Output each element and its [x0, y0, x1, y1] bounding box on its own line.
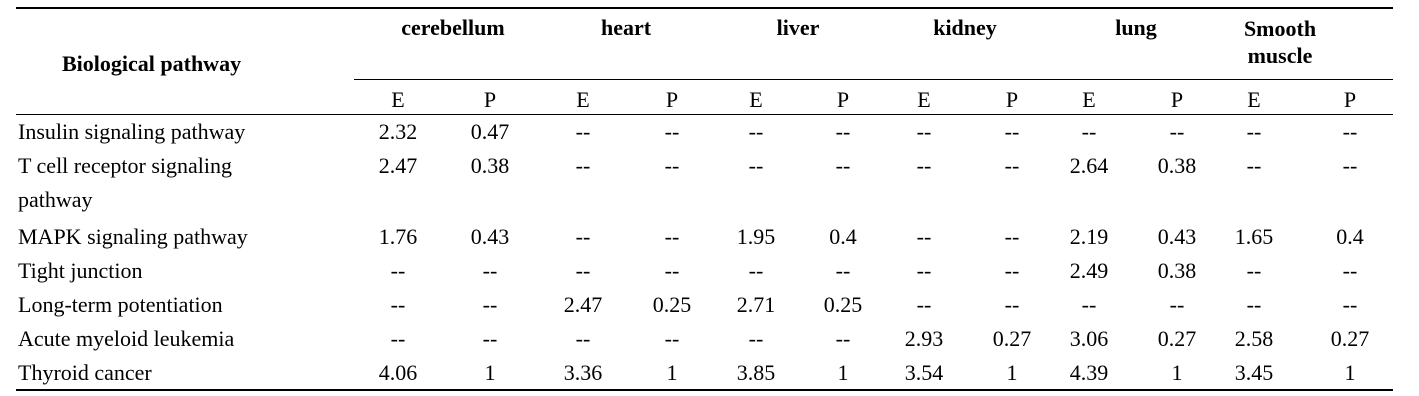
value-cell-p: -- [1004, 292, 1020, 317]
value-cell-p: 0.25 [652, 292, 692, 317]
value-cell-p: 0.4 [1336, 224, 1364, 249]
value-cell-e: 2.32 [378, 119, 418, 144]
value-cell-p: 0.27 [992, 326, 1032, 351]
value-cell-p: -- [664, 258, 680, 283]
pathway-name: T cell receptor signaling [18, 153, 233, 178]
value-cell-p: -- [835, 153, 851, 178]
tissue-header-cerebellum: cerebellum [401, 15, 505, 40]
subheader-p: P [1343, 87, 1357, 112]
pathway-name: MAPK signaling pathway [18, 224, 248, 249]
value-cell-e: -- [1246, 153, 1262, 178]
value-cell-p: 0.4 [829, 224, 857, 249]
value-cell-p: -- [1004, 153, 1020, 178]
value-cell-p: -- [664, 326, 680, 351]
value-cell-p: 1 [1344, 360, 1356, 385]
value-cell-e: -- [1246, 119, 1262, 144]
value-cell-p: -- [1004, 258, 1020, 283]
value-cell-p: 0.38 [1157, 258, 1197, 283]
top-rule [16, 7, 1393, 9]
tissue-underline [354, 79, 1393, 80]
value-cell-e: -- [575, 153, 591, 178]
value-cell-p: -- [482, 292, 498, 317]
value-cell-p: -- [835, 119, 851, 144]
value-cell-p: -- [1004, 119, 1020, 144]
value-cell-e: 2.71 [736, 292, 776, 317]
subheader-p: P [1005, 87, 1019, 112]
value-cell-e: -- [390, 258, 406, 283]
value-cell-p: -- [1342, 258, 1358, 283]
value-cell-p: 1 [1171, 360, 1183, 385]
value-cell-e: 3.45 [1234, 360, 1274, 385]
tissue-header-heart: heart [600, 15, 652, 40]
subheader-e: E [576, 87, 590, 112]
value-cell-e: -- [916, 153, 932, 178]
value-cell-p: -- [664, 224, 680, 249]
value-cell-p: 0.38 [470, 153, 510, 178]
value-cell-e: 1.65 [1234, 224, 1274, 249]
value-cell-p: -- [835, 258, 851, 283]
value-cell-e: -- [1081, 119, 1097, 144]
value-cell-p: -- [835, 326, 851, 351]
value-cell-p: 0.43 [470, 224, 510, 249]
value-cell-p: 1 [484, 360, 496, 385]
value-cell-e: -- [916, 258, 932, 283]
value-cell-e: -- [916, 292, 932, 317]
value-cell-e: 2.93 [904, 326, 944, 351]
value-cell-e: -- [916, 224, 932, 249]
value-cell-p: -- [1342, 153, 1358, 178]
subheader-e: E [1247, 87, 1261, 112]
value-cell-p: 0.43 [1157, 224, 1197, 249]
value-cell-e: 3.36 [563, 360, 603, 385]
value-cell-p: 0.27 [1330, 326, 1370, 351]
value-cell-p: -- [482, 258, 498, 283]
value-cell-e: 3.06 [1069, 326, 1109, 351]
value-cell-p: 0.38 [1157, 153, 1197, 178]
tissue-header-kidney: kidney [933, 15, 997, 40]
pathway-name: Insulin signaling pathway [18, 119, 246, 144]
tissue-header-smooth-muscle: Smooth muscle [1243, 16, 1317, 68]
value-cell-e: -- [575, 224, 591, 249]
value-cell-e: -- [390, 326, 406, 351]
value-cell-e: -- [748, 153, 764, 178]
tissue-header-liver: liver [776, 15, 820, 40]
value-cell-e: 1.76 [378, 224, 418, 249]
value-cell-p: 0.47 [470, 119, 510, 144]
value-cell-e: 2.47 [563, 292, 603, 317]
value-cell-e: -- [916, 119, 932, 144]
pathway-name-continued: pathway [18, 187, 93, 212]
subheader-e: E [391, 87, 405, 112]
value-cell-e: 2.64 [1069, 153, 1109, 178]
value-cell-e: -- [575, 119, 591, 144]
subheader-p: P [483, 87, 497, 112]
value-cell-e: -- [1246, 292, 1262, 317]
value-cell-e: 3.85 [736, 360, 776, 385]
tissue-header-lung: lung [1115, 15, 1157, 40]
value-cell-e: -- [1246, 258, 1262, 283]
pathway-name: Tight junction [18, 258, 143, 283]
value-cell-p: 1 [666, 360, 678, 385]
value-cell-e: -- [748, 258, 764, 283]
value-cell-p: -- [1169, 119, 1185, 144]
value-cell-p: -- [1342, 292, 1358, 317]
header-rule [16, 114, 1393, 115]
value-cell-e: 3.54 [904, 360, 944, 385]
subheader-p: P [836, 87, 850, 112]
value-cell-p: 0.27 [1157, 326, 1197, 351]
pathway-name: Acute myeloid leukemia [18, 326, 235, 351]
subheader-e: E [917, 87, 931, 112]
pathway-column-header: Biological pathway [62, 51, 242, 76]
value-cell-p: 1 [837, 360, 849, 385]
value-cell-e: 2.49 [1069, 258, 1109, 283]
value-cell-p: -- [664, 153, 680, 178]
value-cell-p: 0.25 [823, 292, 863, 317]
value-cell-p: -- [1169, 292, 1185, 317]
value-cell-e: 1.95 [736, 224, 776, 249]
value-cell-p: -- [664, 119, 680, 144]
value-cell-p: 1 [1006, 360, 1018, 385]
value-cell-e: -- [390, 292, 406, 317]
subheader-p: P [1170, 87, 1184, 112]
value-cell-p: -- [1004, 224, 1020, 249]
bottom-rule [16, 389, 1393, 391]
value-cell-e: -- [748, 326, 764, 351]
value-cell-e: 2.19 [1069, 224, 1109, 249]
pathway-name: Long-term potentiation [18, 292, 223, 317]
value-cell-p: -- [482, 326, 498, 351]
value-cell-e: -- [575, 258, 591, 283]
value-cell-e: 2.58 [1234, 326, 1274, 351]
subheader-e: E [1082, 87, 1096, 112]
pathway-name: Thyroid cancer [18, 360, 152, 385]
value-cell-e: -- [748, 119, 764, 144]
subheader-e: E [749, 87, 763, 112]
subheader-p: P [665, 87, 679, 112]
value-cell-p: -- [1342, 119, 1358, 144]
value-cell-e: 4.39 [1069, 360, 1109, 385]
value-cell-e: 4.06 [378, 360, 418, 385]
value-cell-e: -- [575, 326, 591, 351]
value-cell-e: -- [1081, 292, 1097, 317]
value-cell-e: 2.47 [378, 153, 418, 178]
